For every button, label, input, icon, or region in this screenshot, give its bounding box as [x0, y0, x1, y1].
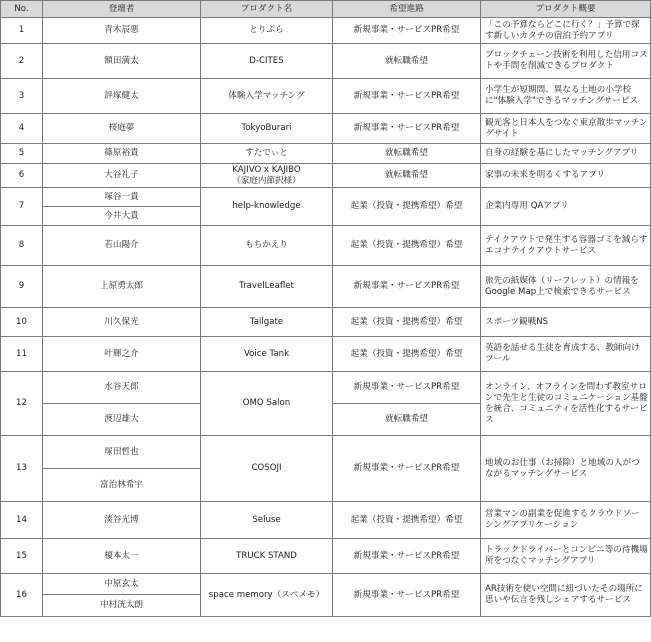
row-no: 2 [1, 44, 43, 79]
product-cell: とりぷら [201, 18, 333, 44]
summary-cell: 観光客と日本人をつなぐ東京散歩マッチングサイト [481, 114, 651, 144]
table-row [1, 44, 651, 79]
table-row [1, 164, 651, 188]
header-summary: プロダクト概要 [481, 1, 651, 18]
row-no: 10 [1, 308, 43, 337]
summary-cell: オンライン、オフラインを問わず教室サロンで先生と生徒のコミュニケーション基盤を統合、コミュニティを活性化するサービス [481, 372, 651, 436]
path-cell: 就転職希望 [333, 164, 481, 188]
table-row [1, 502, 651, 539]
table-row [1, 79, 651, 114]
product-cell: もちかえり [201, 226, 333, 266]
path-cell: 新規事業・サービスPR希望 [333, 114, 481, 144]
header-no: No. [1, 1, 43, 18]
presenter-cell: 大谷礼子 [43, 164, 201, 188]
row-no: 4 [1, 114, 43, 144]
product-cell: COSOJI [201, 436, 333, 502]
product-cell [201, 164, 333, 188]
path-cell: 起業（投資・提携希望）希望 [333, 188, 481, 226]
path-cell: 新規事業・サービスPR希望 [333, 79, 481, 114]
presenter-cell: 富治林希宇 [43, 469, 201, 502]
summary-cell: トラックドライバーとコンビニ等の待機場所をつなぐマッチングアプリ [481, 539, 651, 574]
product-cell: すたでぃと [201, 144, 333, 164]
presenter-cell: 桜庭夢 [43, 114, 201, 144]
path-cell: 新規事業・サービスPR希望 [333, 574, 481, 617]
row-no: 9 [1, 266, 43, 308]
summary-cell: 英語を話せる生徒を育成する、教師向けツール [481, 337, 651, 372]
header-presenter: 登壇者 [43, 1, 201, 18]
path-cell: 就転職希望 [333, 144, 481, 164]
path-cell: 就転職希望 [333, 44, 481, 79]
product-cell: space memory（スペメモ） [201, 574, 333, 617]
product-cell: Voice Tank [201, 337, 333, 372]
header-product: プロダクト名 [201, 1, 333, 18]
row-no: 16 [1, 574, 43, 617]
summary-cell: 「この予算ならどこに行く？」予算で探す新しいカタチの宿泊予約アプリ [481, 18, 651, 44]
product-cell: TokyoBurari [201, 114, 333, 144]
product-cell: OMO Salon [201, 372, 333, 436]
path-cell: 新規事業・サービスPR希望 [333, 372, 481, 404]
summary-cell: 企業内専用 QAアプリ [481, 188, 651, 226]
presenter-cell: 若山陽介 [43, 226, 201, 266]
row-no: 12 [1, 372, 43, 436]
table-row [1, 539, 651, 574]
summary-cell: 家事の未来を明るくするアプリ [481, 164, 651, 188]
table-row [1, 144, 651, 164]
product-cell: Seluse [201, 502, 333, 539]
path-cell: 新規事業・サービスPR希望 [333, 266, 481, 308]
summary-cell: AR技術を使い空間に紐づいたその場所に思いや伝言を残しシェアするサービス [481, 574, 651, 617]
summary-cell: 小学生が短期間、異なる土地の小学校に"体験入学"できるマッチングサービス [481, 79, 651, 114]
presenter-cell: 叶輝之介 [43, 337, 201, 372]
table-row [1, 18, 651, 44]
presenter-cell: 額田満太 [43, 44, 201, 79]
summary-cell: スポーツ観戦NS [481, 308, 651, 337]
summary-cell: 自身の経験を基にしたマッチングアプリ [481, 144, 651, 164]
presenter-cell: 塚谷一貴 [43, 188, 201, 207]
path-cell: 就転職希望 [333, 404, 481, 436]
presenter-cell: 青木辰悪 [43, 18, 201, 44]
row-no: 14 [1, 502, 43, 539]
presenter-cell: 湊谷光博 [43, 502, 201, 539]
presenter-cell: 評塚健太 [43, 79, 201, 114]
summary-cell: 営業マンの副業を促進するクラウドソーシングアプリケーション [481, 502, 651, 539]
summary-cell: 地域のお仕事（お掃除）と地域の人がつながるマッチングサービス [481, 436, 651, 502]
summary-cell: ブロックチェーン技術を利用した信用コストや手間を削減できるプロダクト [481, 44, 651, 79]
presenter-cell: 渡辺雄大 [43, 404, 201, 436]
row-no: 8 [1, 226, 43, 266]
row-no: 1 [1, 18, 43, 44]
product-cell: TRUCK STAND [201, 539, 333, 574]
presenter-cell: 塚田哲也 [43, 436, 201, 469]
table-row [1, 226, 651, 266]
row-no: 5 [1, 144, 43, 164]
path-cell: 起業（投資・提携希望）希望 [333, 337, 481, 372]
product-subtitle: （家庭内節択様） [232, 175, 301, 186]
path-cell: 新規事業・サービスPR希望 [333, 539, 481, 574]
table-row [1, 114, 651, 144]
presenter-cell: 水谷天郎 [43, 372, 201, 404]
path-cell: 起業（投資・提携希望）希望 [333, 308, 481, 337]
product-cell: D-CITES [201, 44, 333, 79]
table-row [1, 574, 651, 595]
summary-cell: テイクアウトで発生する容器ゴミを減らすエコナテイクアウトサービス [481, 226, 651, 266]
product-cell: help-knowledge [201, 188, 333, 226]
product-name: KAJIVO x KAJIBO [232, 164, 301, 175]
table-row [1, 308, 651, 337]
row-no: 11 [1, 337, 43, 372]
row-no: 13 [1, 436, 43, 502]
row-no: 15 [1, 539, 43, 574]
summary-cell: 旅先の紙媒体（リーフレット）の情報をGoogle Map上で検索できるサービス [481, 266, 651, 308]
path-cell: 起業（投資・提携希望）希望 [333, 502, 481, 539]
path-cell: 新規事業・サービスPR希望 [333, 436, 481, 502]
presenter-cell: 今井大貴 [43, 207, 201, 226]
presenter-cell: 川久保光 [43, 308, 201, 337]
path-cell: 起業（投資・提携希望）希望 [333, 226, 481, 266]
table-row [1, 337, 651, 372]
row-no: 3 [1, 79, 43, 114]
presenter-cell: 榎本太一 [43, 539, 201, 574]
product-cell: 体験入学マッチング [201, 79, 333, 114]
presenter-cell: 上原勇太郎 [43, 266, 201, 308]
table-row [1, 266, 651, 308]
table-row [1, 188, 651, 207]
product-cell: TravelLeaflet [201, 266, 333, 308]
header-row [1, 1, 651, 18]
presenter-cell: 篠原裕貴 [43, 144, 201, 164]
table-row [1, 372, 651, 404]
header-path: 希望進路 [333, 1, 481, 18]
row-no: 6 [1, 164, 43, 188]
product-cell: Tailgate [201, 308, 333, 337]
presenter-cell: 中原玄太 [43, 574, 201, 595]
path-cell: 新規事業・サービスPR希望 [333, 18, 481, 44]
table-row [1, 436, 651, 469]
row-no: 7 [1, 188, 43, 226]
presenter-cell: 中村洸太朗 [43, 595, 201, 617]
